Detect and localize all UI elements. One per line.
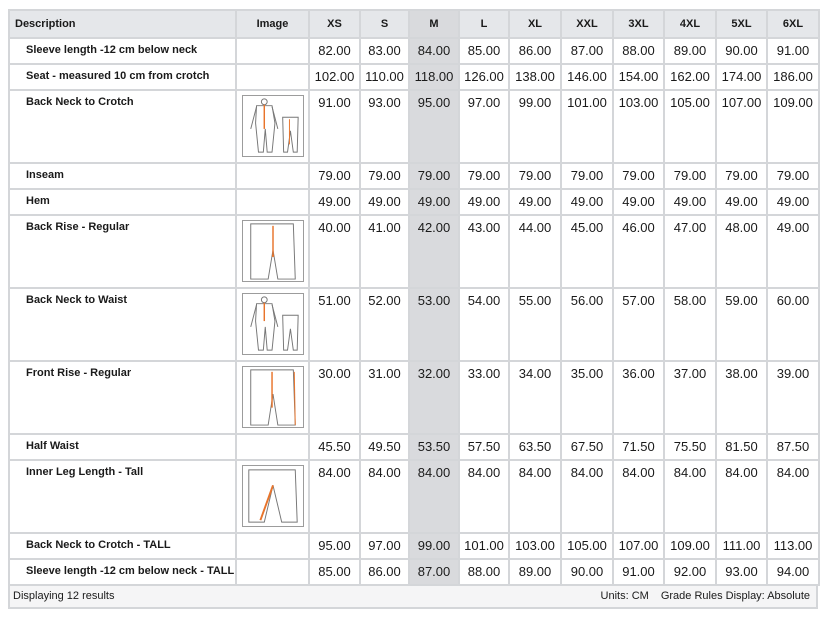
measurement-label: Inseam [9, 163, 236, 189]
value-cell-6xl: 39.00 [767, 361, 819, 434]
value-cell-3xl: 57.00 [613, 288, 664, 361]
value-cell-3xl: 79.00 [613, 163, 664, 189]
table-row[interactable] [9, 533, 819, 559]
value-cell-xxl: 35.00 [561, 361, 613, 434]
value-cell-6xl: 49.00 [767, 215, 819, 288]
table-row[interactable] [9, 189, 819, 215]
results-count: Displaying 12 results [13, 590, 115, 602]
value-cell-4xl: 92.00 [664, 559, 716, 585]
value-cell-5xl: 79.00 [716, 163, 767, 189]
value-cell-xs: 79.00 [309, 163, 360, 189]
measurement-image-cell [236, 533, 309, 559]
value-cell-6xl: 49.00 [767, 189, 819, 215]
measurement-image-cell [236, 163, 309, 189]
value-cell-xl: 79.00 [509, 163, 561, 189]
value-cell-xs: 49.00 [309, 189, 360, 215]
column-header-size-5xl[interactable]: 5XL [716, 10, 767, 38]
value-cell-5xl: 48.00 [716, 215, 767, 288]
measurement-label: Back Neck to Crotch - TALL [9, 533, 236, 559]
value-cell-5xl: 59.00 [716, 288, 767, 361]
table-row[interactable] [9, 90, 819, 163]
value-cell-m: 42.00 [409, 215, 459, 288]
value-cell-l: 54.00 [459, 288, 509, 361]
value-cell-5xl: 84.00 [716, 460, 767, 533]
value-cell-xl: 44.00 [509, 215, 561, 288]
value-cell-xl: 89.00 [509, 559, 561, 585]
measurement-label: Sleeve length -12 cm below neck - TALL [9, 559, 236, 585]
measurement-label: Seat - measured 10 cm from crotch [9, 64, 236, 90]
value-cell-5xl: 107.00 [716, 90, 767, 163]
column-header-image[interactable]: Image [236, 10, 309, 38]
value-cell-3xl: 84.00 [613, 460, 664, 533]
measurement-image-cell [236, 288, 309, 361]
column-header-size-xs[interactable]: XS [309, 10, 360, 38]
column-header-description[interactable]: Description [9, 10, 236, 38]
value-cell-xxl: 79.00 [561, 163, 613, 189]
value-cell-xxl: 87.00 [561, 38, 613, 64]
value-cell-4xl: 79.00 [664, 163, 716, 189]
value-cell-4xl: 49.00 [664, 189, 716, 215]
value-cell-6xl: 109.00 [767, 90, 819, 163]
value-cell-3xl: 88.00 [613, 38, 664, 64]
measurement-image-cell [236, 559, 309, 585]
value-cell-s: 31.00 [360, 361, 409, 434]
value-cell-4xl: 47.00 [664, 215, 716, 288]
column-header-size-l[interactable]: L [459, 10, 509, 38]
table-row[interactable] [9, 460, 819, 533]
value-cell-s: 49.00 [360, 189, 409, 215]
value-cell-xl: 49.00 [509, 189, 561, 215]
table-row[interactable] [9, 163, 819, 189]
value-cell-xl: 86.00 [509, 38, 561, 64]
measurement-image-cell [236, 215, 309, 288]
value-cell-xs: 91.00 [309, 90, 360, 163]
column-header-size-xl[interactable]: XL [509, 10, 561, 38]
value-cell-6xl: 84.00 [767, 460, 819, 533]
value-cell-xxl: 146.00 [561, 64, 613, 90]
value-cell-m: 79.00 [409, 163, 459, 189]
value-cell-4xl: 89.00 [664, 38, 716, 64]
measurement-label: Half Waist [9, 434, 236, 460]
value-cell-s: 97.00 [360, 533, 409, 559]
footer-meta [601, 590, 810, 602]
value-cell-xl: 103.00 [509, 533, 561, 559]
value-cell-xs: 102.00 [309, 64, 360, 90]
value-cell-xs: 84.00 [309, 460, 360, 533]
value-cell-s: 49.50 [360, 434, 409, 460]
table-row[interactable] [9, 559, 819, 585]
value-cell-m: 95.00 [409, 90, 459, 163]
measurement-label: Sleeve length -12 cm below neck [9, 38, 236, 64]
measurement-image-cell [236, 434, 309, 460]
value-cell-s: 79.00 [360, 163, 409, 189]
value-cell-4xl: 105.00 [664, 90, 716, 163]
value-cell-m: 53.50 [409, 434, 459, 460]
value-cell-xs: 40.00 [309, 215, 360, 288]
value-cell-xs: 30.00 [309, 361, 360, 434]
value-cell-3xl: 107.00 [613, 533, 664, 559]
column-header-size-3xl[interactable]: 3XL [613, 10, 664, 38]
value-cell-xxl: 56.00 [561, 288, 613, 361]
value-cell-s: 84.00 [360, 460, 409, 533]
value-cell-s: 41.00 [360, 215, 409, 288]
trousers-inner-leg-diagram[interactable] [242, 465, 304, 527]
size-chart [8, 9, 818, 586]
column-header-size-m[interactable]: M [409, 10, 459, 38]
value-cell-s: 110.00 [360, 64, 409, 90]
measurement-image-cell [236, 361, 309, 434]
value-cell-6xl: 91.00 [767, 38, 819, 64]
table-row[interactable] [9, 288, 819, 361]
value-cell-m: 32.00 [409, 361, 459, 434]
column-header-size-s[interactable]: S [360, 10, 409, 38]
value-cell-4xl: 37.00 [664, 361, 716, 434]
value-cell-6xl: 186.00 [767, 64, 819, 90]
value-cell-xxl: 90.00 [561, 559, 613, 585]
value-cell-xxl: 45.00 [561, 215, 613, 288]
value-cell-m: 53.00 [409, 288, 459, 361]
value-cell-xl: 55.00 [509, 288, 561, 361]
table-row[interactable] [9, 361, 819, 434]
value-cell-xs: 85.00 [309, 559, 360, 585]
value-cell-5xl: 81.50 [716, 434, 767, 460]
size-chart-body [9, 38, 819, 585]
value-cell-s: 83.00 [360, 38, 409, 64]
value-cell-5xl: 49.00 [716, 189, 767, 215]
table-row[interactable] [9, 38, 819, 64]
value-cell-3xl: 36.00 [613, 361, 664, 434]
measurement-image-cell [236, 460, 309, 533]
value-cell-5xl: 38.00 [716, 361, 767, 434]
value-cell-l: 43.00 [459, 215, 509, 288]
measurement-label: Front Rise - Regular [9, 361, 236, 434]
table-row[interactable] [9, 215, 819, 288]
trousers-back-rise-diagram[interactable] [242, 220, 304, 282]
value-cell-xxl: 101.00 [561, 90, 613, 163]
value-cell-m: 49.00 [409, 189, 459, 215]
value-cell-m: 84.00 [409, 38, 459, 64]
value-cell-xxl: 49.00 [561, 189, 613, 215]
value-cell-3xl: 46.00 [613, 215, 664, 288]
units-label: Units: CM [600, 590, 649, 602]
value-cell-s: 86.00 [360, 559, 409, 585]
value-cell-4xl: 109.00 [664, 533, 716, 559]
column-header-size-xxl[interactable]: XXL [561, 10, 613, 38]
value-cell-xs: 51.00 [309, 288, 360, 361]
value-cell-l: 49.00 [459, 189, 509, 215]
measurement-image-cell [236, 189, 309, 215]
measurement-label: Back Neck to Waist [9, 288, 236, 361]
coverall-back-neck-to-waist-diagram[interactable] [242, 293, 304, 355]
value-cell-xl: 99.00 [509, 90, 561, 163]
column-header-size-6xl[interactable]: 6XL [767, 10, 819, 38]
measurement-label: Hem [9, 189, 236, 215]
value-cell-xs: 82.00 [309, 38, 360, 64]
value-cell-6xl: 94.00 [767, 559, 819, 585]
header-row [9, 10, 819, 38]
value-cell-4xl: 162.00 [664, 64, 716, 90]
column-header-size-4xl[interactable]: 4XL [664, 10, 716, 38]
value-cell-3xl: 103.00 [613, 90, 664, 163]
value-cell-xxl: 67.50 [561, 434, 613, 460]
measurement-image-cell [236, 64, 309, 90]
value-cell-5xl: 111.00 [716, 533, 767, 559]
value-cell-5xl: 90.00 [716, 38, 767, 64]
value-cell-l: 33.00 [459, 361, 509, 434]
value-cell-m: 118.00 [409, 64, 459, 90]
coverall-back-neck-to-crotch-diagram[interactable] [242, 95, 304, 157]
value-cell-l: 126.00 [459, 64, 509, 90]
table-footer [8, 586, 818, 609]
value-cell-5xl: 174.00 [716, 64, 767, 90]
table-row[interactable] [9, 64, 819, 90]
value-cell-3xl: 49.00 [613, 189, 664, 215]
value-cell-6xl: 113.00 [767, 533, 819, 559]
value-cell-l: 85.00 [459, 38, 509, 64]
measurement-label: Back Rise - Regular [9, 215, 236, 288]
value-cell-6xl: 79.00 [767, 163, 819, 189]
value-cell-l: 84.00 [459, 460, 509, 533]
measurement-image-cell [236, 38, 309, 64]
value-cell-m: 99.00 [409, 533, 459, 559]
value-cell-m: 84.00 [409, 460, 459, 533]
grade-rules-label: Grade Rules Display: Absolute [660, 590, 810, 602]
value-cell-l: 88.00 [459, 559, 509, 585]
value-cell-6xl: 87.50 [767, 434, 819, 460]
value-cell-4xl: 58.00 [664, 288, 716, 361]
value-cell-s: 52.00 [360, 288, 409, 361]
value-cell-3xl: 71.50 [613, 434, 664, 460]
trousers-front-rise-diagram[interactable] [242, 366, 304, 428]
value-cell-xl: 138.00 [509, 64, 561, 90]
size-chart-table [8, 9, 820, 586]
value-cell-xl: 63.50 [509, 434, 561, 460]
value-cell-l: 79.00 [459, 163, 509, 189]
value-cell-5xl: 93.00 [716, 559, 767, 585]
measurement-label: Inner Leg Length - Tall [9, 460, 236, 533]
measurement-label: Back Neck to Crotch [9, 90, 236, 163]
value-cell-xs: 45.50 [309, 434, 360, 460]
value-cell-m: 87.00 [409, 559, 459, 585]
value-cell-xs: 95.00 [309, 533, 360, 559]
measurement-image-cell [236, 90, 309, 163]
value-cell-s: 93.00 [360, 90, 409, 163]
value-cell-xxl: 105.00 [561, 533, 613, 559]
value-cell-l: 97.00 [459, 90, 509, 163]
value-cell-xxl: 84.00 [561, 460, 613, 533]
value-cell-l: 101.00 [459, 533, 509, 559]
value-cell-3xl: 91.00 [613, 559, 664, 585]
value-cell-xl: 84.00 [509, 460, 561, 533]
value-cell-l: 57.50 [459, 434, 509, 460]
value-cell-xl: 34.00 [509, 361, 561, 434]
value-cell-4xl: 75.50 [664, 434, 716, 460]
table-row[interactable] [9, 434, 819, 460]
value-cell-3xl: 154.00 [613, 64, 664, 90]
value-cell-6xl: 60.00 [767, 288, 819, 361]
value-cell-4xl: 84.00 [664, 460, 716, 533]
